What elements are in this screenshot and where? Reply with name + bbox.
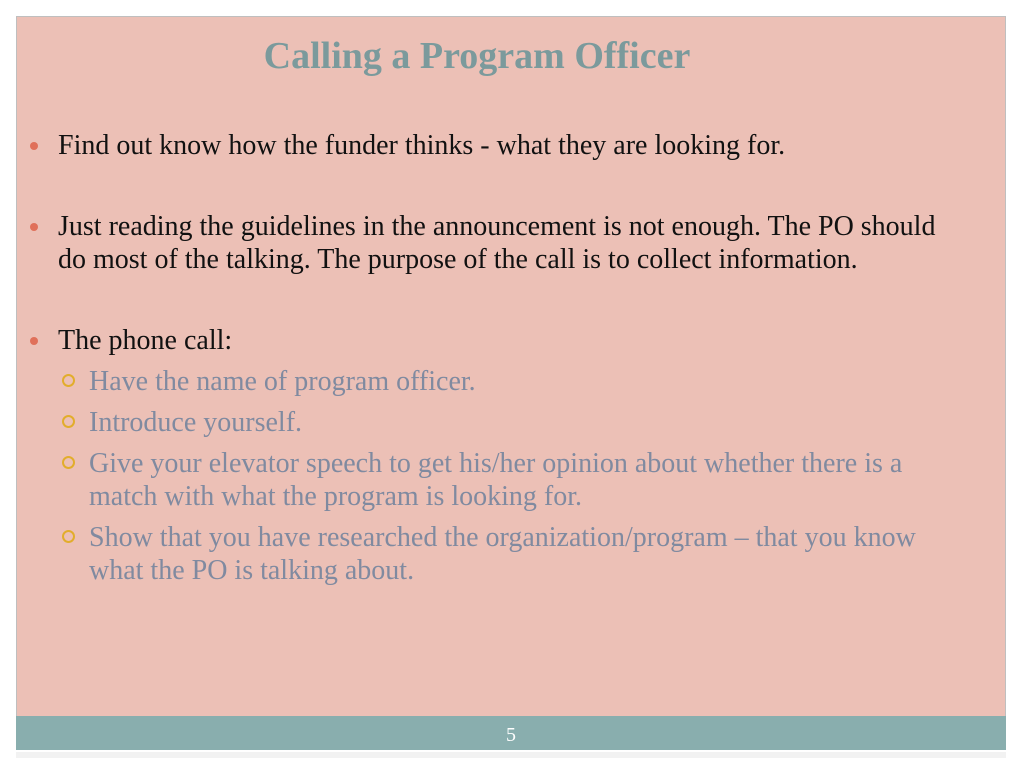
bullet-text: The phone call: xyxy=(58,325,233,356)
sub-bullet-text: Have the name of program officer. xyxy=(89,366,476,397)
bullet-dot-icon xyxy=(30,337,38,345)
bullet-item xyxy=(17,129,968,162)
sub-bullet-item xyxy=(17,406,949,439)
slide-bottom-edge xyxy=(16,752,1006,758)
bullet-item xyxy=(17,210,968,276)
sub-bullet-text: Show that you have researched the organization/program – that you know what the PO is talking about. xyxy=(89,522,916,586)
bullet-spacer xyxy=(17,162,1023,210)
bullet-text: Find out know how the funder thinks - what they are looking for. xyxy=(58,130,786,161)
circle-bullet-icon xyxy=(62,415,75,428)
sub-bullet-text: Give your elevator speech to get his/her opinion about whether there is a match with what the program is looking for. xyxy=(89,448,903,512)
sub-bullet-item xyxy=(17,521,949,587)
sub-bullet-item xyxy=(17,365,949,398)
page-number: 5 xyxy=(506,724,516,746)
sub-bullet-list xyxy=(17,365,1023,587)
bullet-item xyxy=(17,324,968,357)
bullet-text: Just reading the guidelines in the announcement is not enough. The PO should do most of the talking. The purpose of the call is to collect information. xyxy=(58,211,936,275)
circle-bullet-icon xyxy=(62,456,75,469)
footer-bar xyxy=(16,716,1006,750)
bullet-list xyxy=(17,129,1023,595)
bullet-spacer xyxy=(17,276,1023,324)
sub-bullet-text: Introduce yourself. xyxy=(89,407,303,438)
bullet-dot-icon xyxy=(30,142,38,150)
circle-bullet-icon xyxy=(62,374,75,387)
slide-title: Calling a Program Officer xyxy=(263,35,691,77)
sub-bullet-item xyxy=(17,447,949,513)
circle-bullet-icon xyxy=(62,530,75,543)
bullet-dot-icon xyxy=(30,223,38,231)
slide xyxy=(16,16,1006,750)
